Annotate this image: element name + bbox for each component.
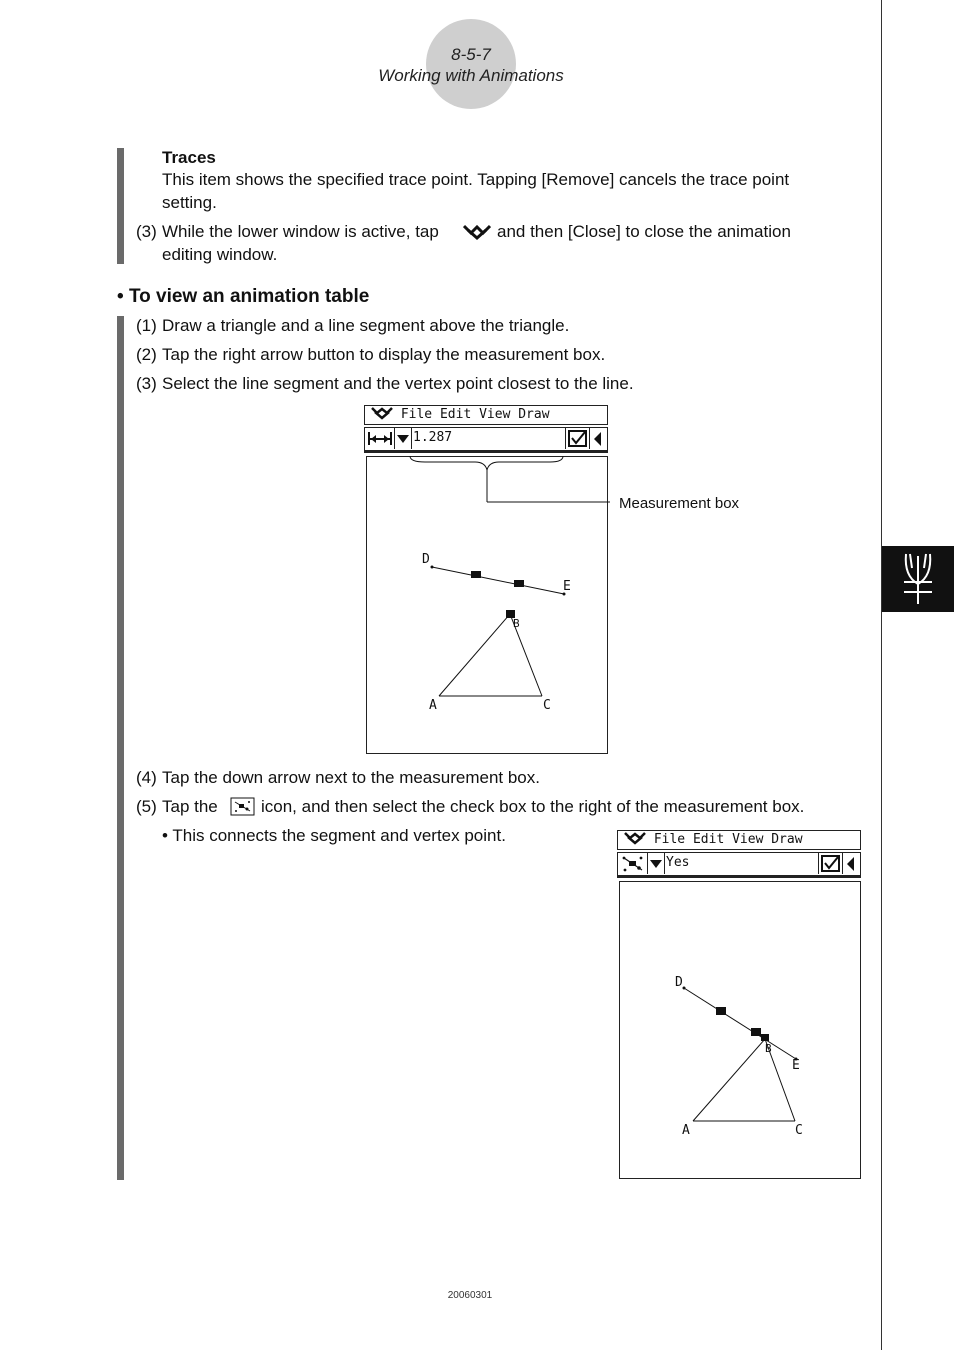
geometry-screen[interactable]: [619, 881, 861, 1179]
point-on-line-icon[interactable]: [621, 855, 645, 873]
checkbox-checked-icon[interactable]: [568, 430, 588, 447]
point-label: D: [675, 975, 683, 990]
footer-code: 20060301: [447, 1290, 493, 1301]
section-bar-main: [117, 316, 124, 1180]
menu-items[interactable]: File Edit View Draw: [653, 832, 803, 847]
margin-rule: [881, 0, 882, 1350]
point-label: C: [543, 698, 551, 713]
measurement-box[interactable]: 1.287: [413, 430, 453, 445]
geometry-drawing: [620, 882, 860, 1178]
heading-bullet: •: [117, 286, 124, 307]
triangle-down-icon[interactable]: [649, 857, 663, 870]
step-text: Draw a triangle and a line segment above the triangle.: [162, 316, 570, 335]
checkbox-checked-icon[interactable]: [821, 855, 841, 872]
step-number: (3): [136, 222, 157, 241]
section-heading: [117, 286, 369, 308]
point-label: A: [682, 1123, 690, 1138]
triangle-left-icon[interactable]: [845, 856, 857, 872]
bullet-note: • This connects the segment and vertex point.: [162, 826, 506, 845]
step-text: editing window.: [162, 245, 278, 264]
step-text: Tap the right arrow button to display the measurement box.: [162, 345, 606, 364]
step-number: (3): [136, 374, 157, 393]
point-label: B: [513, 617, 520, 630]
heading-text: To view an animation table: [128, 286, 370, 307]
step-number: (1): [136, 316, 157, 335]
point-on-line-icon: [230, 797, 255, 816]
step-text: While the lower window is active, tap: [162, 222, 439, 241]
geometry-tab-icon: [882, 546, 954, 612]
callout-label: Measurement box: [619, 495, 740, 512]
step-number: (5): [136, 797, 157, 816]
section-bar-top: [117, 148, 124, 264]
geometry-tab: [882, 546, 954, 612]
point-label: C: [795, 1123, 803, 1138]
point-label: B: [765, 1042, 772, 1055]
menu-bar[interactable]: [364, 405, 608, 425]
measurement-callout: [405, 452, 615, 508]
bar-divider: [617, 876, 861, 878]
page-number: 8-5-7: [451, 45, 491, 64]
point-label: A: [429, 698, 437, 713]
traces-title: Traces: [162, 148, 216, 167]
triangle-down-icon[interactable]: [396, 432, 410, 445]
step-text: icon, and then select the check box to the right of the measurement box.: [261, 797, 805, 816]
step-text: Tap the down arrow next to the measurement box.: [162, 768, 540, 787]
section-title: Working with Animations: [378, 66, 564, 85]
distance-measure-icon[interactable]: [367, 430, 393, 447]
step-number: (2): [136, 345, 157, 364]
traces-line2: setting.: [162, 193, 217, 212]
measurement-bar: [364, 427, 608, 451]
double-chevron-down-icon[interactable]: [624, 831, 646, 845]
triangle-left-icon[interactable]: [592, 431, 604, 447]
point-label: E: [563, 579, 571, 594]
point-label: D: [422, 552, 430, 567]
double-chevron-down-icon: [463, 224, 491, 240]
double-chevron-down-icon[interactable]: [371, 406, 393, 420]
menu-items[interactable]: File Edit View Draw: [400, 407, 550, 422]
measurement-bar: [617, 852, 861, 876]
step-text: Select the line segment and the vertex point closest to the line.: [162, 374, 634, 393]
point-label: E: [792, 1058, 800, 1073]
traces-line1: This item shows the specified trace point. Tapping [Remove] cancels the trace point: [162, 170, 790, 189]
step-text: Tap the: [162, 797, 218, 816]
step-number: (4): [136, 768, 157, 787]
step-text: and then [Close] to close the animation: [497, 222, 791, 241]
measurement-box[interactable]: Yes: [666, 855, 690, 870]
menu-bar[interactable]: [617, 830, 861, 850]
